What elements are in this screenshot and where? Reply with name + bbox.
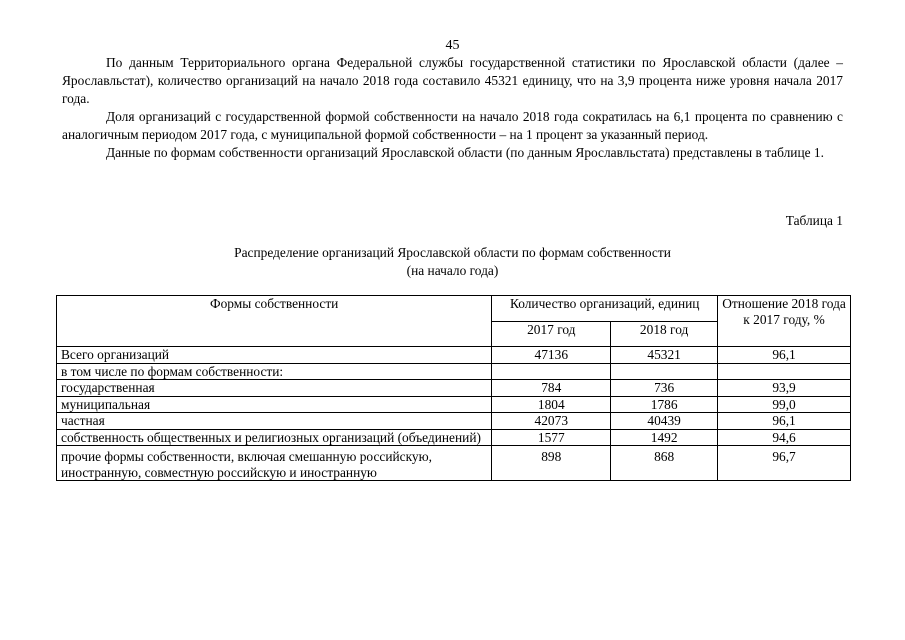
value-ratio: 99,0 (718, 396, 851, 413)
header-year-2018: 2018 год (611, 321, 718, 347)
table-row (57, 429, 851, 446)
header-ownership-forms: Формы собственности (57, 296, 492, 347)
ownership-table (56, 295, 851, 481)
header-year-2017: 2017 год (492, 321, 611, 347)
value-ratio (718, 363, 851, 380)
table-row (57, 363, 851, 380)
value-ratio: 93,9 (718, 380, 851, 397)
table-title-line: Распределение организаций Ярославской области по формам собственности (234, 245, 671, 260)
table-row (57, 413, 851, 430)
value-2018: 736 (611, 380, 718, 397)
value-2018: 45321 (611, 347, 718, 364)
table-title-subline: (на начало года) (406, 263, 499, 278)
value-2017: 1804 (492, 396, 611, 413)
table-title (0, 244, 905, 280)
value-2018: 40439 (611, 413, 718, 430)
value-ratio: 96,7 (718, 446, 851, 481)
table-label: Таблица 1 (785, 213, 843, 228)
value-2017: 898 (492, 446, 611, 481)
value-2018 (611, 363, 718, 380)
row-label: в том числе по формам собственности: (57, 363, 492, 380)
body-text (62, 54, 843, 162)
value-2017: 47136 (492, 347, 611, 364)
paragraph: Доля организаций с государственной формой собственности на начало 2018 года сократилась на 6,1 процента по сравнению с аналогичным периодом 2017 года, с муниципальной формой собственности – на 1 процент за указанный период. (62, 109, 843, 142)
value-ratio: 96,1 (718, 347, 851, 364)
row-label: государственная (57, 380, 492, 397)
value-2017: 1577 (492, 429, 611, 446)
value-ratio: 94,6 (718, 429, 851, 446)
table-row (57, 380, 851, 397)
value-2018: 868 (611, 446, 718, 481)
value-2018: 1786 (611, 396, 718, 413)
header-ratio: Отношение 2018 года к 2017 году, % (718, 296, 851, 347)
page-number: 45 (445, 38, 460, 53)
row-label: собственность общественных и религиозных организаций (объединений) (57, 429, 492, 446)
row-label: Всего организаций (57, 347, 492, 364)
header-count: Количество организаций, единиц (492, 296, 718, 322)
paragraph: По данным Территориального органа Федеральной службы государственной статистики по Ярославской области (далее – Ярославльстат), количество организаций на начало 2018 года составило 45321 единицу, что на 3,9 процента ниже уровня начала 2017 года. (62, 55, 843, 106)
row-label: муниципальная (57, 396, 492, 413)
value-2017: 42073 (492, 413, 611, 430)
value-ratio: 96,1 (718, 413, 851, 430)
table-row (57, 347, 851, 364)
row-label: частная (57, 413, 492, 430)
value-2017 (492, 363, 611, 380)
table-row (57, 446, 851, 481)
paragraph: Данные по формам собственности организаций Ярославской области (по данным Ярославльстата) представлены в таблице 1. (106, 145, 824, 160)
value-2018: 1492 (611, 429, 718, 446)
value-2017: 784 (492, 380, 611, 397)
row-label: прочие формы собственности, включая смешанную российскую, иностранную, совместную российскую и иностранную (57, 446, 492, 481)
table-row (57, 396, 851, 413)
